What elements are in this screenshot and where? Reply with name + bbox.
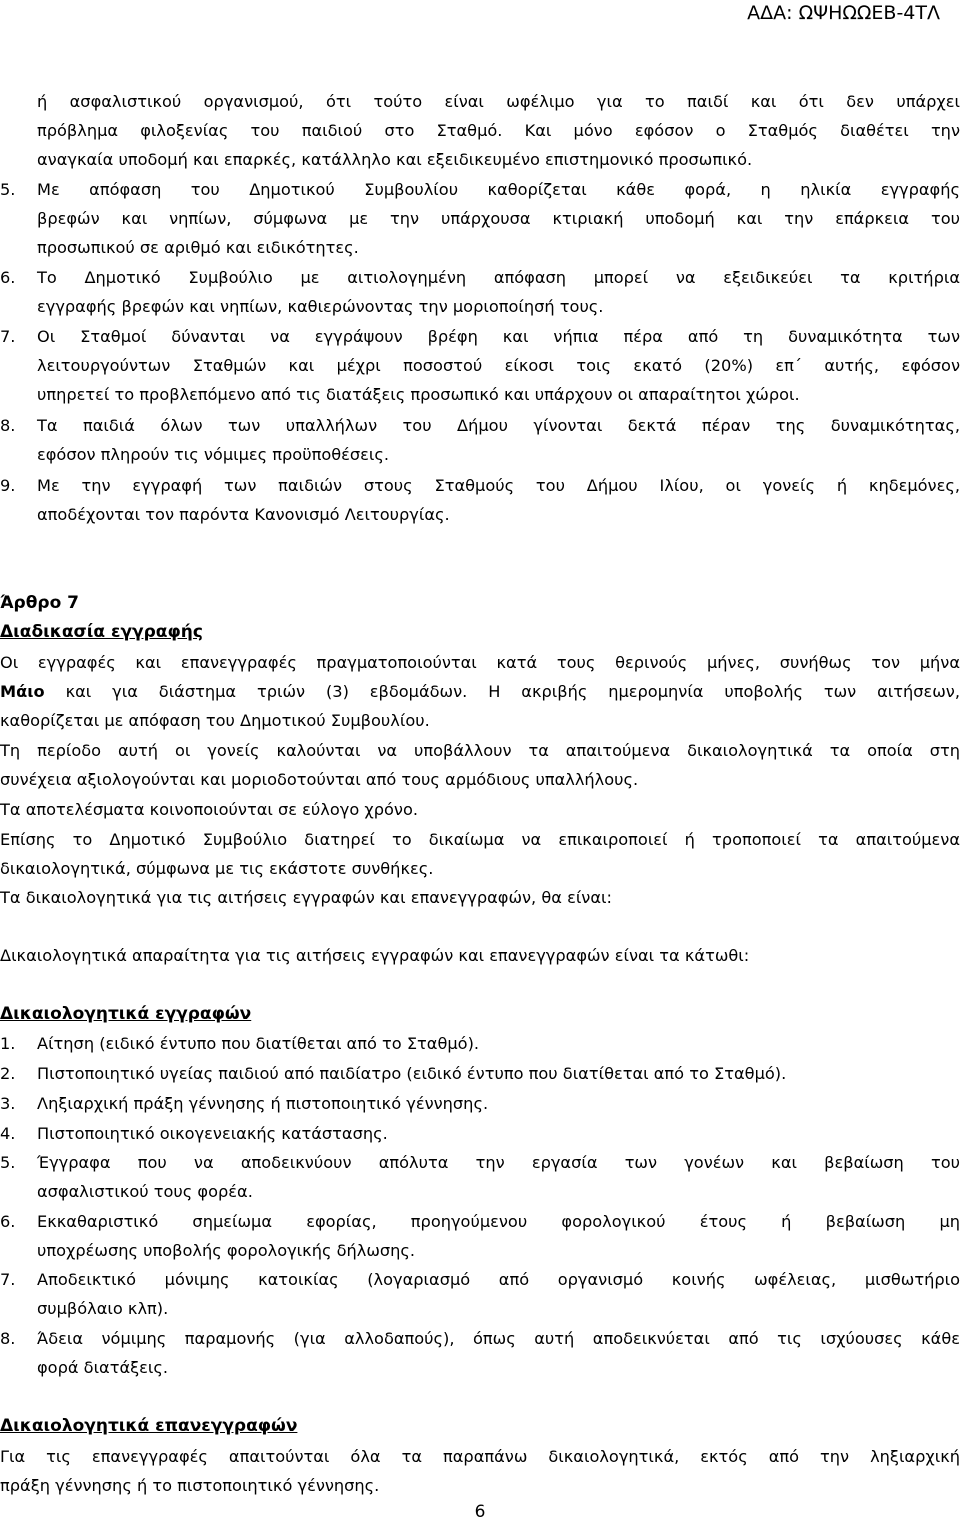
ada-header: ΑΔΑ: ΩΨΗΩΩΕΒ-4ΤΛ [747,2,940,24]
text-line: εγγραφής βρεφών και νηπίων, καθιερώνοντας την μοριοποίησή τους. [37,297,604,316]
text-line: φορά διατάξεις. [37,1358,169,1377]
page-number: 6 [474,1502,486,1522]
text-line: Οι εγγραφές και επανεγγραφές πραγματοποιούνται κατά τους θερινούς μήνες, συνήθως τον μήνα [0,653,960,672]
text-line: Για τις επανεγγραφές απαιτούνται όλα τα παραπάνω δικαιολογητικά, εκτός από την ληξιαρχική [0,1447,960,1466]
reregistration-docs-title: Δικαιολογητικά επανεγγραφών [0,1416,298,1436]
registration-docs-title: Δικαιολογητικά εγγραφών [0,1004,252,1024]
text-line: δικαιολογητικά, σύμφωνα με τις εκάστοτε συνθήκες. [0,859,434,878]
doc-item-1: 1. Αίτηση (ειδικό έντυπο που διατίθεται από το Σταθμό). [0,1034,480,1053]
text-line: αναγκαία υποδομή και επαρκές, κατάλληλο και εξειδικευμένο επιστημονικό προσωπικό. [37,150,753,169]
text-line: ασφαλιστικού τους φορέα. [37,1182,253,1201]
text-line: βρεφών και νηπίων, σύμφωνα με την υπάρχουσα κτιριακή υποδομή και την επάρκεια του [37,209,960,228]
list-item-8: 8. Τα παιδιά όλων των υπαλλήλων του Δήμου γίνονται δεκτά πέραν της δυναμικότητας, [0,411,960,440]
article-title: Διαδικασία εγγραφής [0,622,203,642]
item-number: 8. [0,416,16,435]
text-line: Μάιο και για διάστημα τριών (3) εβδομάδων. Η ακριβής ημερομηνία υποβολής των αιτήσεων, [0,682,960,701]
text-line: Δικαιολογητικά απαραίτητα για τις αιτήσεις εγγραφών και επανεγγραφών είναι τα κάτωθι: [0,946,750,965]
text-line: λειτουργούντων Σταθμών και μέχρι ποσοστού είκοσι τοις εκατό (20%) επ΄ αυτής, εφόσον [37,356,960,375]
list-item-5: 5. Με απόφαση του Δημοτικού Συμβουλίου καθορίζεται κάθε φορά, η ηλικία εγγραφής [0,175,960,204]
doc-item-5: 5. Έγγραφα που να αποδεικνύουν απόλυτα την εργασία των γονέων και βεβαίωση του [0,1153,960,1172]
text-line: πρόβλημα φιλοξενίας του παιδιού στο Σταθμό. Και μόνο εφόσον ο Σταθμός διαθέτει την [37,121,960,140]
list-item-7: 7. Οι Σταθμοί δύνανται να εγγράψουν βρέφη και νήπια πέρα από τη δυναμικότητα των [0,322,960,351]
text-line: Τα δικαιολογητικά για τις αιτήσεις εγγραφών και επανεγγραφών, θα είναι: [0,888,612,907]
list-item-6: 6. Το Δημοτικό Συμβούλιο με αιτιολογημένη απόφαση μπορεί να εξειδικεύει τα κριτήρια [0,263,960,292]
text-line: υπηρετεί το προβλεπόμενο από τις διατάξεις προσωπικό και υπάρχουν οι απαραίτητοι χώροι. [37,385,800,404]
text-line: αποδέχονται τον παρόντα Κανονισμό Λειτουργίας. [37,505,450,524]
text-line: πράξη γέννησης ή το πιστοποιητικό γέννησης. [0,1476,380,1495]
item-number: 7. [0,327,16,346]
text-line: Επίσης το Δημοτικό Συμβούλιο διατηρεί το δικαίωμα να επικαιροποιεί ή τροποποιεί τα απαιτούμενα [0,830,960,849]
doc-item-6: 6. Εκκαθαριστικό σημείωμα εφορίας, προηγούμενου φορολογικού έτους ή βεβαίωση μη [0,1212,960,1231]
text-line: ή ασφαλιστικού οργανισμού, ότι τούτο είναι ωφέλιμο για το παιδί και ότι δεν υπάρχει [37,92,960,111]
doc-item-7: 7. Αποδεικτικό μόνιμης κατοικίας (λογαριασμό από οργανισμό κοινής ωφέλειας, μισθωτήριο [0,1270,960,1289]
text-line: εφόσον πληρούν τις νόμιμες προϋποθέσεις. [37,445,390,464]
doc-item-3: 3. Ληξιαρχική πράξη γέννησης ή πιστοποιητικό γέννησης. [0,1094,489,1113]
text-line: συνέχεια αξιολογούνται και μοριοδοτούνται από τους αρμόδιους υπαλλήλους. [0,770,639,789]
item-number: 9. [0,476,16,495]
text-line: Τη περίοδο αυτή οι γονείς καλούνται να υποβάλλουν τα απαιτούμενα δικαιολογητικά τα οποία στη [0,741,960,760]
article-number: Άρθρο 7 [0,593,79,613]
item-number: 5. [0,180,16,199]
text-line: προσωπικού σε αριθμό και ειδικότητες. [37,238,359,257]
month-bold: Μάιο [0,682,45,701]
doc-item-2: 2. Πιστοποιητικό υγείας παιδιού από παιδίατρο (ειδικό έντυπο που διατίθεται από το Σταθμό). [0,1064,787,1083]
text-line: υποχρέωσης υποβολής φορολογικής δήλωσης. [37,1241,416,1260]
text-line: Τα αποτελέσματα κοινοποιούνται σε εύλογο χρόνο. [0,800,418,819]
text-line: συμβόλαιο κλπ). [37,1299,169,1318]
doc-item-8: 8. Άδεια νόμιμης παραμονής (για αλλοδαπούς), όπως αυτή αποδεικνύεται από τις ισχύουσες κάθε [0,1329,960,1348]
list-item-9: 9. Με την εγγραφή των παιδιών στους Σταθμούς του Δήμου Ιλίου, οι γονείς ή κηδεμόνες, [0,471,960,500]
text-line: καθορίζεται με απόφαση του Δημοτικού Συμβουλίου. [0,711,430,730]
item-number: 6. [0,268,16,287]
doc-item-4: 4. Πιστοποιητικό οικογενειακής κατάστασης. [0,1124,388,1143]
